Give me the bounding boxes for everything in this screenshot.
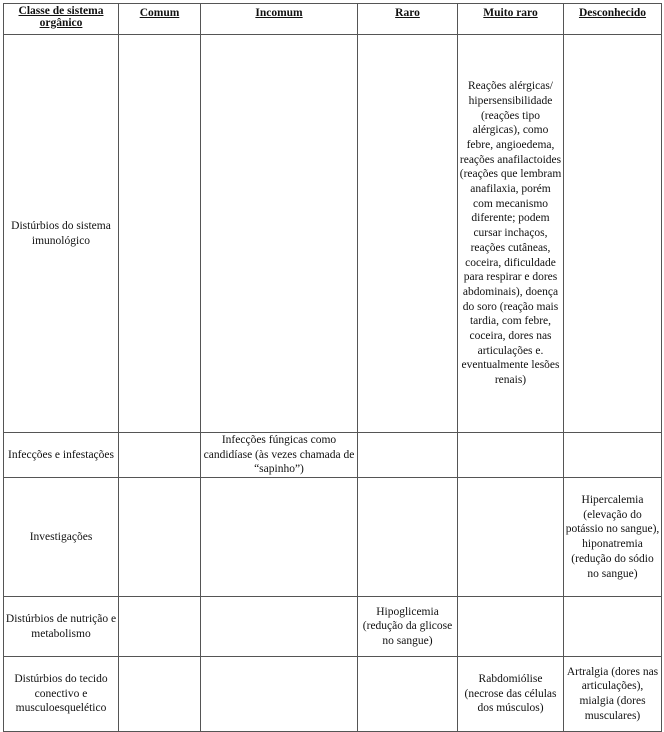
uncommon-cell xyxy=(201,35,358,433)
rare-cell: Hipoglicemia (redução da glicose no sangue) xyxy=(358,597,458,657)
system-class-cell: Infecções e infestações xyxy=(4,433,119,478)
header-common: Comum xyxy=(119,4,201,35)
table-row xyxy=(4,657,662,732)
uncommon-cell xyxy=(201,478,358,597)
rare-cell xyxy=(358,478,458,597)
common-cell xyxy=(119,478,201,597)
header-very-rare: Muito raro xyxy=(458,4,564,35)
very-rare-cell xyxy=(458,478,564,597)
common-cell xyxy=(119,433,201,478)
header-row xyxy=(4,4,662,35)
rare-cell xyxy=(358,433,458,478)
very-rare-cell: Reações alérgicas/ hipersensibilidade (reações tipo alérgicas), como febre, angioedema, reações anafilactoides (reações que lembram anafilaxia, porém com mecanismo diferente; podem cursar inchaços, reações cutâneas, coceira, dificuldade para respirar e dores abdominais), doença do soro (reação mais tardia, com febre, coceira, dores nas articulações e. eventualmente lesões renais) xyxy=(458,35,564,433)
unknown-cell xyxy=(564,597,662,657)
system-class-cell: Investigações xyxy=(4,478,119,597)
common-cell xyxy=(119,657,201,732)
very-rare-cell xyxy=(458,597,564,657)
common-cell xyxy=(119,35,201,433)
system-class-cell: Distúrbios de nutrição e metabolismo xyxy=(4,597,119,657)
unknown-cell xyxy=(564,433,662,478)
table-row xyxy=(4,35,662,433)
table-row xyxy=(4,433,662,478)
rare-cell xyxy=(358,657,458,732)
rare-cell xyxy=(358,35,458,433)
very-rare-cell: Rabdomiólise (necrose das células dos músculos) xyxy=(458,657,564,732)
uncommon-cell: Infecções fúngicas como candidíase (às vezes chamada de “sapinho”) xyxy=(201,433,358,478)
header-unknown: Desconhecido xyxy=(564,4,662,35)
unknown-cell: Artralgia (dores nas articulações), mialgia (dores musculares) xyxy=(564,657,662,732)
header-uncommon: Incomum xyxy=(201,4,358,35)
unknown-cell xyxy=(564,35,662,433)
uncommon-cell xyxy=(201,657,358,732)
header-rare: Raro xyxy=(358,4,458,35)
very-rare-cell xyxy=(458,433,564,478)
common-cell xyxy=(119,597,201,657)
system-class-cell: Distúrbios do sistema imunológico xyxy=(4,35,119,433)
header-system-class: Classe de sistema orgânico xyxy=(4,4,119,35)
unknown-cell: Hipercalemia (elevação do potássio no sangue), hiponatremia (redução do sódio no sangue) xyxy=(564,478,662,597)
uncommon-cell xyxy=(201,597,358,657)
table-row xyxy=(4,597,662,657)
system-class-cell: Distúrbios do tecido conectivo e musculoesquelético xyxy=(4,657,119,732)
adverse-reactions-table xyxy=(3,3,662,732)
table-row xyxy=(4,478,662,597)
